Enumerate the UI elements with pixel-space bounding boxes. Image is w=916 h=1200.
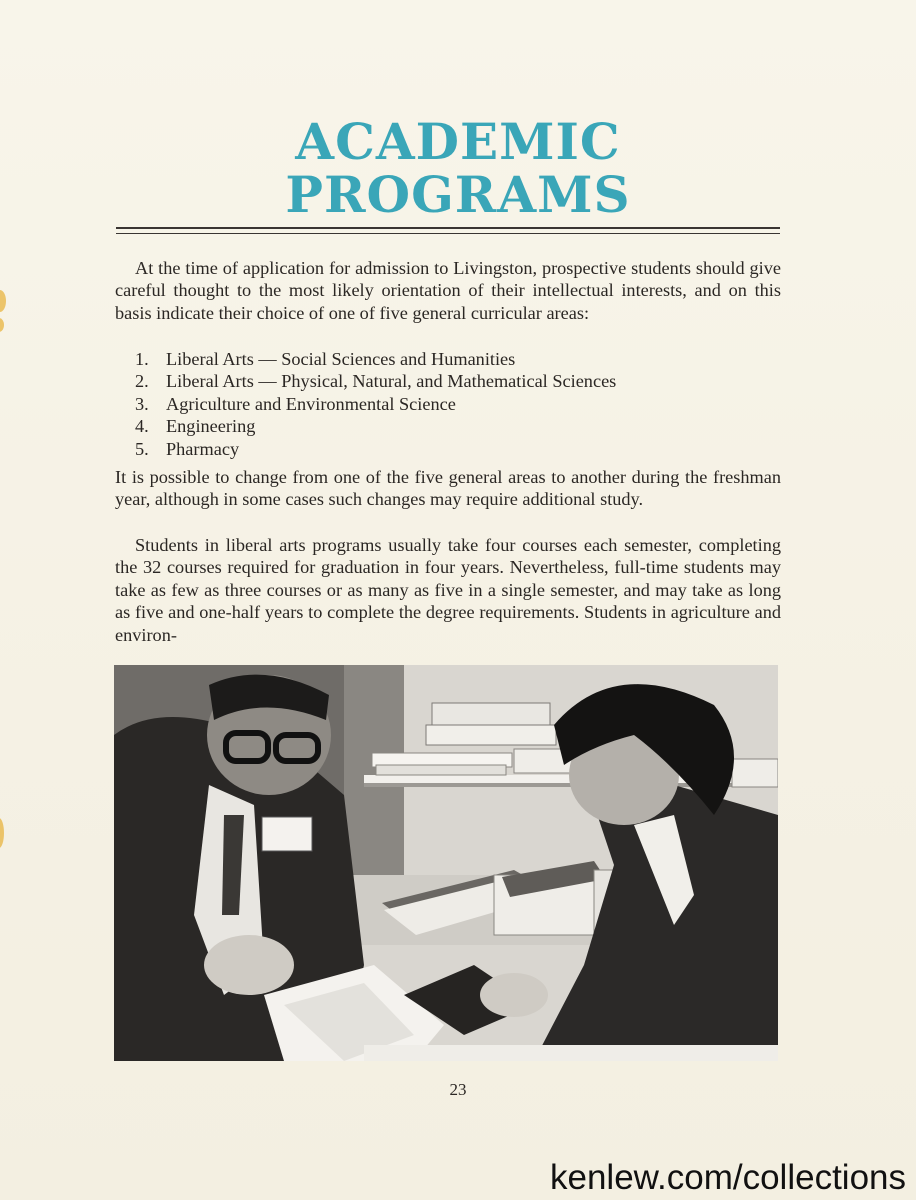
- list-item-label: Liberal Arts — Social Sciences and Humanities: [166, 349, 516, 369]
- page-title-line2: PROGRAMS: [285, 165, 631, 224]
- list-item: [135, 438, 775, 460]
- list-item: [135, 348, 775, 370]
- curricular-areas-list: [135, 348, 775, 460]
- list-item-number: 1.: [135, 349, 149, 369]
- list-item: [135, 393, 775, 415]
- list-item-label: Liberal Arts — Physical, Natural, and Mathematical Sciences: [166, 371, 617, 392]
- title-rule-thin: [116, 233, 780, 234]
- binding-hole-mark: [0, 318, 4, 332]
- list-item-number: 3.: [135, 393, 149, 414]
- intro-paragraph: At the time of application for admission to Livingston, prospective students should give careful thought to the most likely orientation of their intellectual interests, and on this basis indicate their choice of one of five general curricular areas:: [115, 258, 781, 323]
- page-title-line1: ACADEMIC: [295, 112, 621, 171]
- list-item-label: Pharmacy: [166, 438, 240, 459]
- list-item-number: 2.: [135, 371, 149, 392]
- source-watermark: kenlew.com/collections: [550, 1158, 906, 1197]
- list-item-number: 5.: [135, 438, 149, 459]
- change-area-paragraph: It is possible to change from one of the five general areas to another during the freshman year, although in some cases such changes may require additional study.: [115, 467, 781, 510]
- list-item-label: Agriculture and Environmental Science: [166, 393, 456, 414]
- binding-hole-mark: [0, 290, 6, 312]
- list-item-number: 4.: [135, 416, 149, 437]
- photo-illustration: [114, 665, 778, 1061]
- binding-hole-mark: [0, 818, 4, 848]
- list-item: [135, 415, 775, 437]
- advising-photo: [114, 665, 778, 1061]
- title-rule-thick: [116, 227, 780, 229]
- page-number: 23: [449, 1080, 467, 1099]
- course-load-paragraph: Students in liberal arts programs usually take four courses each semester, completing the 32 courses required for graduation in four years. Nevertheless, full-time students may take as few as three courses or as many as five in a single semester, and may take as long as five and one-half years to complete the degree requirements. Students in agriculture and environ-: [115, 535, 781, 645]
- list-item: [135, 370, 775, 392]
- list-item-label: Engineering: [166, 416, 256, 437]
